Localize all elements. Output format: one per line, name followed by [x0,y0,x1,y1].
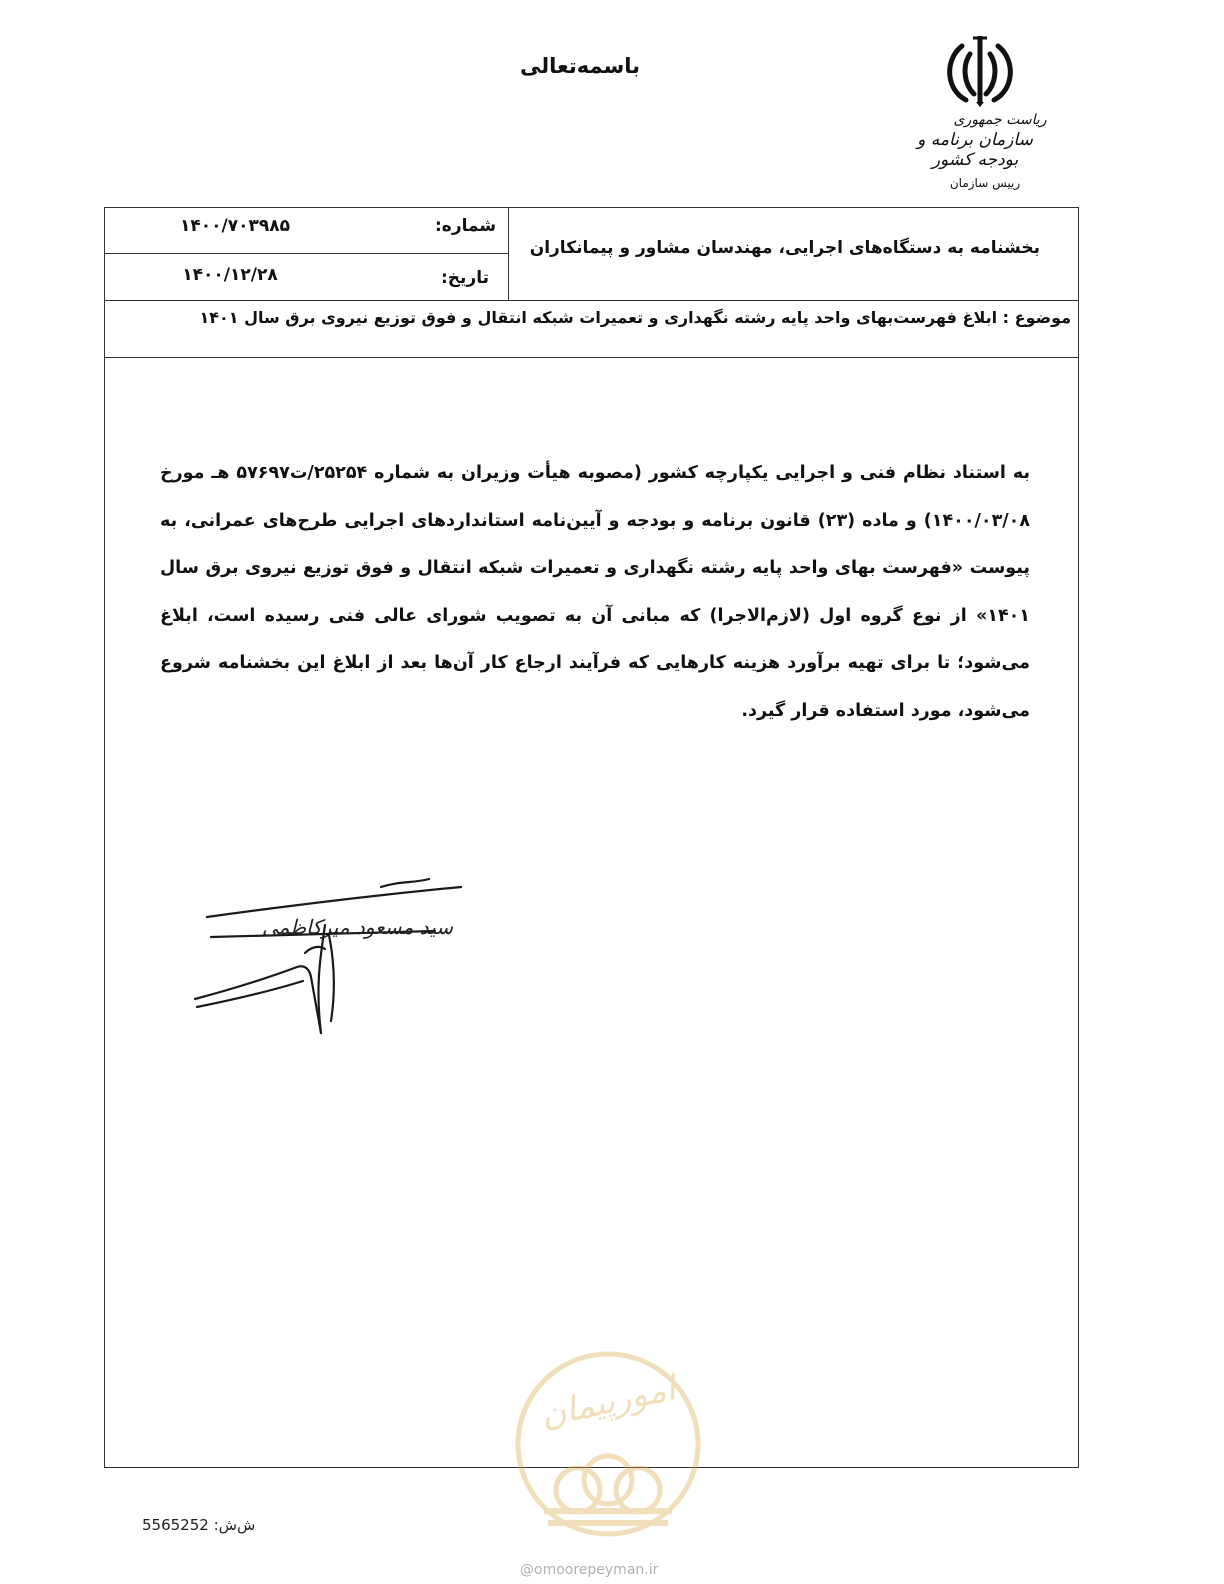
org-head-title: رییس سازمان [949,176,1021,190]
signature-block [185,873,475,1053]
signatory-name: سید مسعود میرکاظمی [262,915,453,939]
recipients-text: بخشنامه به دستگاه‌های اجرایی، مهندسان مشاور و پیمانکاران [529,238,1040,258]
number-label: شماره: [435,216,497,236]
iran-emblem-icon [940,34,1020,108]
org-presidency-text: ریاست جمهوری [953,112,1047,128]
letter-body: به استناد نظام فنی و اجرایی یکپارچه کشور (مصوبه هیأت وزیران به شماره ۲۵۲۵۴/ت۵۷۶۹۷ هـ مورخ ۱۴۰۰/۰۳/۰۸) و ماده (۲۳) قانون برنامه و بودجه و آیین‌نامه استانداردهای اجرایی طرح‌های عمرانی، به پیوست «فهرست بهای واحد پایه رشته نگهداری و تعمیرات شبکه انتقال و فوق توزیع نیروی برق سال ۱۴۰۱» از نوع گروه اول (لازم‌الاجرا) که مبانی آن به تصویب شورای عالی فنی رسیده است، ابلاغ می‌شود؛ تا برای تهیه برآورد هزینه کارهایی که فرآیند ارجاع کار آن‌ها بعد از ابلاغ این بخشنامه شروع می‌شود، مورد استفاده قرار گیرد. [160,463,1031,721]
org-name-text: سازمان برنامه و بودجه کشور [917,130,1033,170]
document-heading: باسمه‌تعالی [520,54,640,78]
date-value: ۱۴۰۰/۱۲/۲۸ [182,265,278,285]
handwritten-signature-icon [185,873,475,1053]
subject-row-divider [105,357,1078,358]
header-row-divider [105,300,1078,301]
watermark-logo [508,1340,708,1550]
number-value: ۱۴۰۰/۷۰۳۹۸۵ [180,216,290,236]
date-label: تاریخ: [441,268,489,288]
meta-divider [105,253,508,254]
footer-reference: ش‌ش: 5565252 [142,1516,256,1534]
organization-emblem-block [900,34,1060,190]
watermark-title: امورپیمان [537,1368,679,1436]
meta-column-divider [508,208,509,300]
subject-text: موضوع : ابلاغ فهرست‌بهای واحد پایه رشته نگهداری و تعمیرات شبکه انتقال و فوق توزیع نیروی برق سال ۱۴۰۱ [199,308,1071,327]
letter-frame [104,207,1079,1468]
footer-website: @omoorepeyman.ir [520,1562,659,1578]
